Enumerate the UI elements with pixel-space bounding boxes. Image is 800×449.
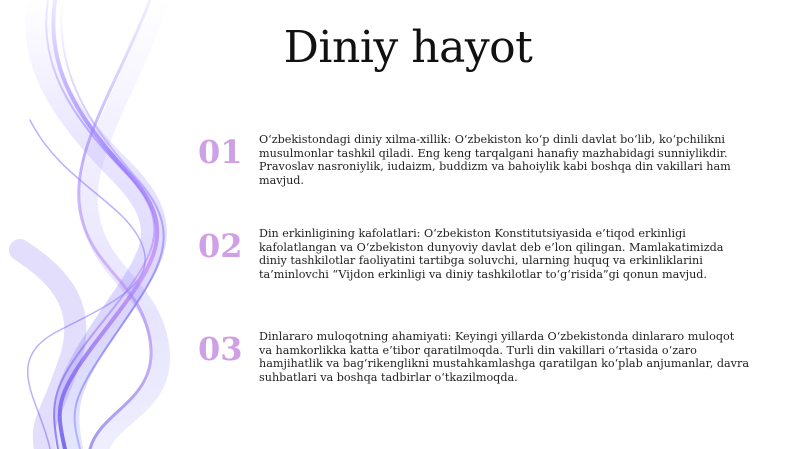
item-text: Din erkinligining kafolatlari: O‘zbekiston Konstitutsiyasida e’tiqod erkinligi kafolatlangan va O‘zbekiston dunyoviy davlat deb e’lon qilingan. Mamlakatimizda diniy tashkilotlar faoliyatini tartibga soluvchi, ularning huquq va erkinliklarini ta’minlovchi “Vijdon erkinligi va diniy tashkilotlar to‘g‘risida”gi qonun mavjud. xyxy=(259,227,724,281)
item-text: O‘zbekistondagi diniy xilma-xillik: O‘zbekiston ko‘p dinli davlat bo‘lib, ko‘pchilikni musulmonlar tashkil qiladi. Eng keng tarqalgani hanafiy mazhabidagi sunniylikdir. Pravoslav nasroniylik, iudaizm, buddizm va bahoiylik kabi boshqa din vakillari ham mavjud. xyxy=(259,133,731,187)
item-number: 02 xyxy=(198,227,243,265)
item-number: 03 xyxy=(198,330,243,368)
item-number: 01 xyxy=(198,133,243,171)
item-text: Dinlararo muloqotning ahamiyati: Keyingi yillarda O‘zbekistonda dinlararo muloqot va hamkorlikka katta e’tibor qaratilmoqda. Turli din vakillari o‘rtasida o‘zaro hamjihatlik va bag‘rikenglikni mustahkamlashga qaratilgan ko‘plab anjumanlar, davra suhbatlari va boshqa tadbirlar o‘tkazilmoqda. xyxy=(259,330,749,384)
slide-title: Diniy hayot xyxy=(283,22,533,73)
